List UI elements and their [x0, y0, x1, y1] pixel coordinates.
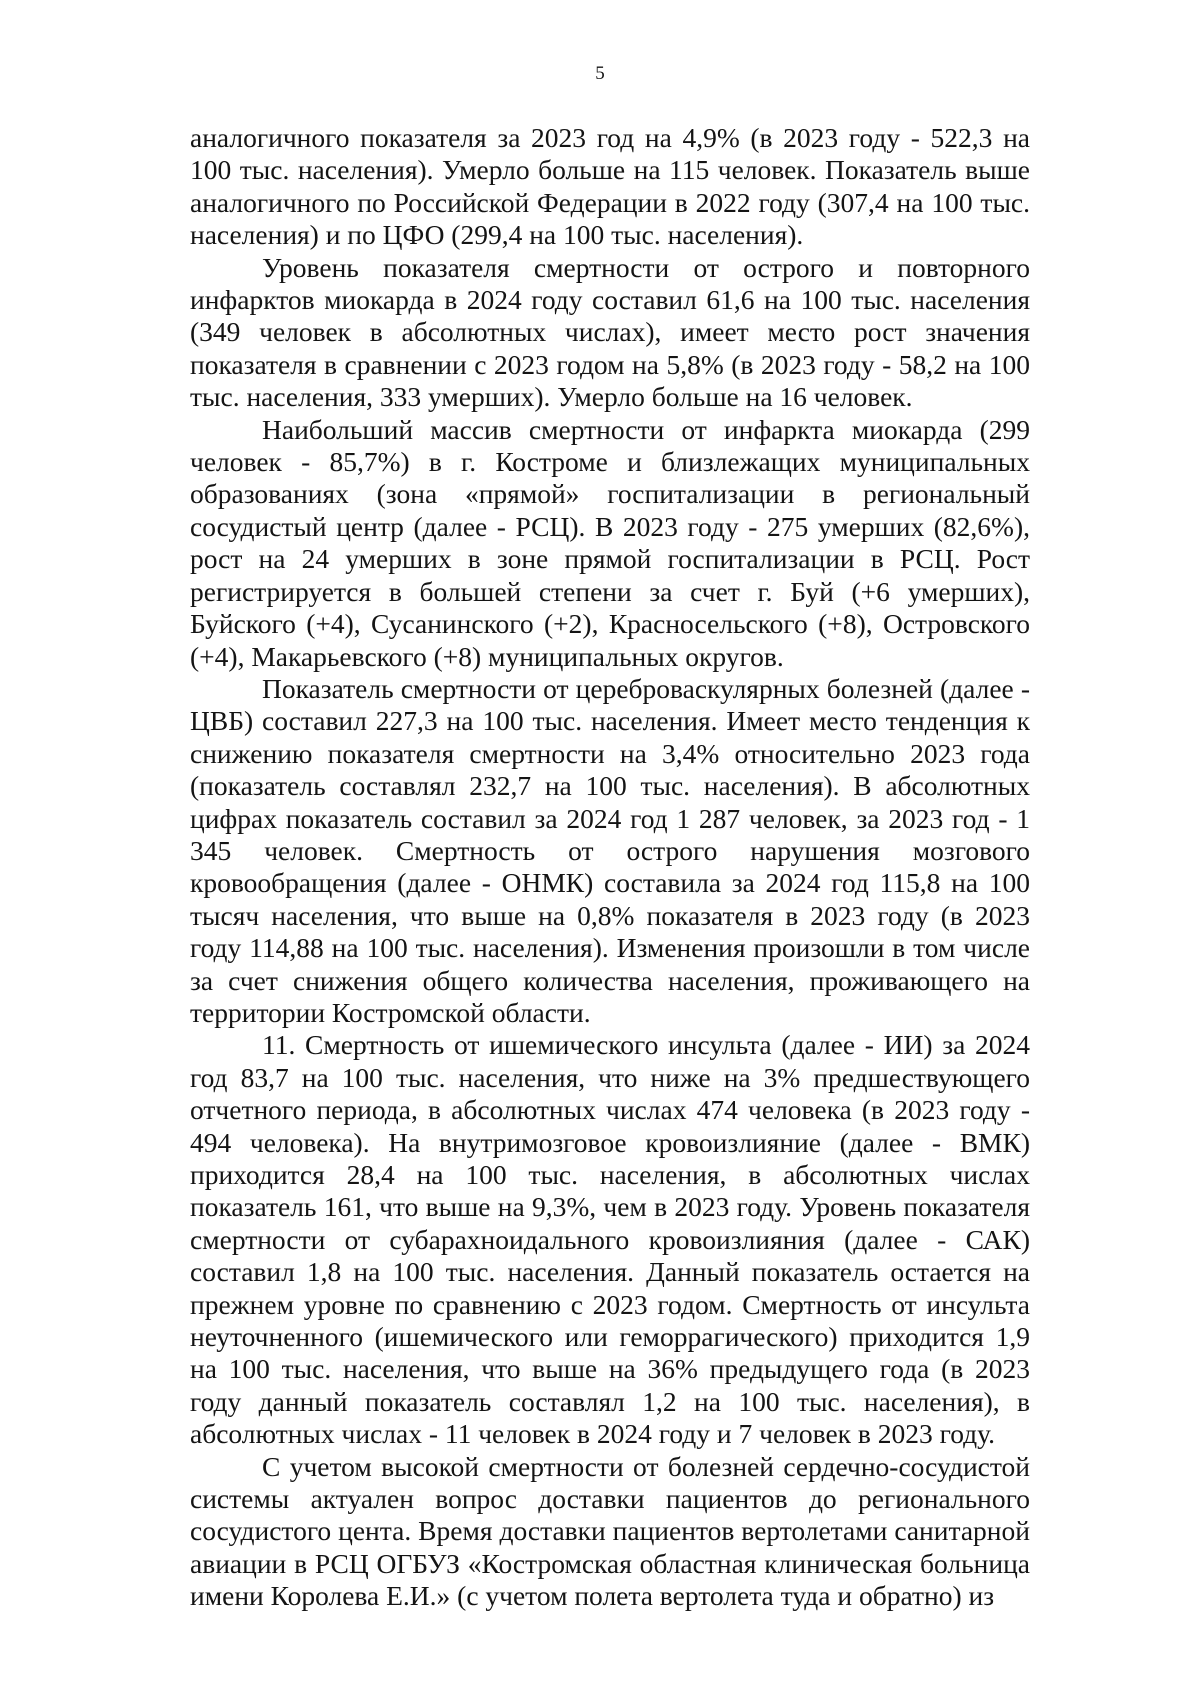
paragraph-cerebrovascular: Показатель смертности от цереброваскулярных болезней (далее - ЦВБ) составил 227,3 на 100 тыс. населения. Имеет место тенденция к снижению показателя смертности на 3,4% относительно 2023 года (показатель составлял 232,7 на 100 тыс. населения). В абсолютных цифрах показатель составил за 2024 год 1 287 человек, за 2023 год - 1 345 человек. Смертность от острого нарушения мозгового кровообращения (далее - ОНМК) составила за 2024 год 115,8 на 100 тысяч населения, что выше на 0,8% показателя в 2023 году (в 2023 году 114,88 на 100 тыс. населения). Изменения произошли в том числе за счет снижения общего количества населения, проживающего на территории Костромской области. [190, 672, 1030, 1028]
paragraph-ischemic-stroke: 11. Смертность от ишемического инсульта (далее - ИИ) за 2024 год 83,7 на 100 тыс. населения, что ниже на 3% предшествующего отчетного периода, в абсолютных числах 474 человека (в 2023 году - 494 человека). На внутримозговое кровоизлияние (далее - ВМК) приходится 28,4 на 100 тыс. населения, в абсолютных числах показатель 161, что выше на 9,3%, чем в 2023 году. Уровень показателя смертности от субарахноидального кровоизлияния (далее - САК) составил 1,8 на 100 тыс. населения. Данный показатель остается на прежнем уровне по сравнению с 2023 годом. Смертность от инсульта неуточненного (ишемического или геморрагического) приходится 1,9 на 100 тыс. населения, что выше на 36% предыдущего года (в 2023 году данный показатель составлял 1,2 на 100 тыс. населения), в абсолютных числах - 11 человек в 2024 году и 7 человек в 2023 году. [190, 1029, 1030, 1450]
body-text [190, 122, 1030, 1613]
paragraph-continuation: аналогичного показателя за 2023 год на 4,9% (в 2023 году - 522,3 на 100 тыс. населения). Умерло больше на 115 человек. Показатель выше аналогичного по Российской Федерации в 2022 году (307,4 на 100 тыс. населения) и по ЦФО (299,4 на 100 тыс. населения). [190, 122, 1030, 251]
paragraph-myocardial-infarction: Уровень показателя смертности от острого и повторного инфарктов миокарда в 2024 году составил 61,6 на 100 тыс. населения (349 человек в абсолютных числах), имеет место рост значения показателя в сравнении с 2023 годом на 5,8% (в 2023 году - 58,2 на 100 тыс. населения, 333 умерших). Умерло больше на 16 человек. [190, 251, 1030, 413]
paragraph-patient-delivery: С учетом высокой смертности от болезней сердечно-сосудистой системы актуален вопрос доставки пациентов до регионального сосудистого цента. Время доставки пациентов вертолетами санитарной авиации в РСЦ ОГБУЗ «Костромская областная клиническая больница имени Королева Е.И.» (с учетом полета вертолета туда и обратно) из [190, 1450, 1030, 1612]
page-number: 5 [595, 63, 605, 84]
paragraph-infarction-distribution: Наибольший массив смертности от инфаркта миокарда (299 человек - 85,7%) в г. Костроме и близлежащих муниципальных образованиях (зона «прямой» госпитализации в региональный сосудистый центр (далее - РСЦ). В 2023 году - 275 умерших (82,6%), рост на 24 умерших в зоне прямой госпитализации в РСЦ. Рост регистрируется в большей степени за счет г. Буй (+6 умерших), Буйского (+4), Сусанинского (+2), Красносельского (+8), Островского (+4), Макарьевского (+8) муниципальных округов. [190, 413, 1030, 672]
